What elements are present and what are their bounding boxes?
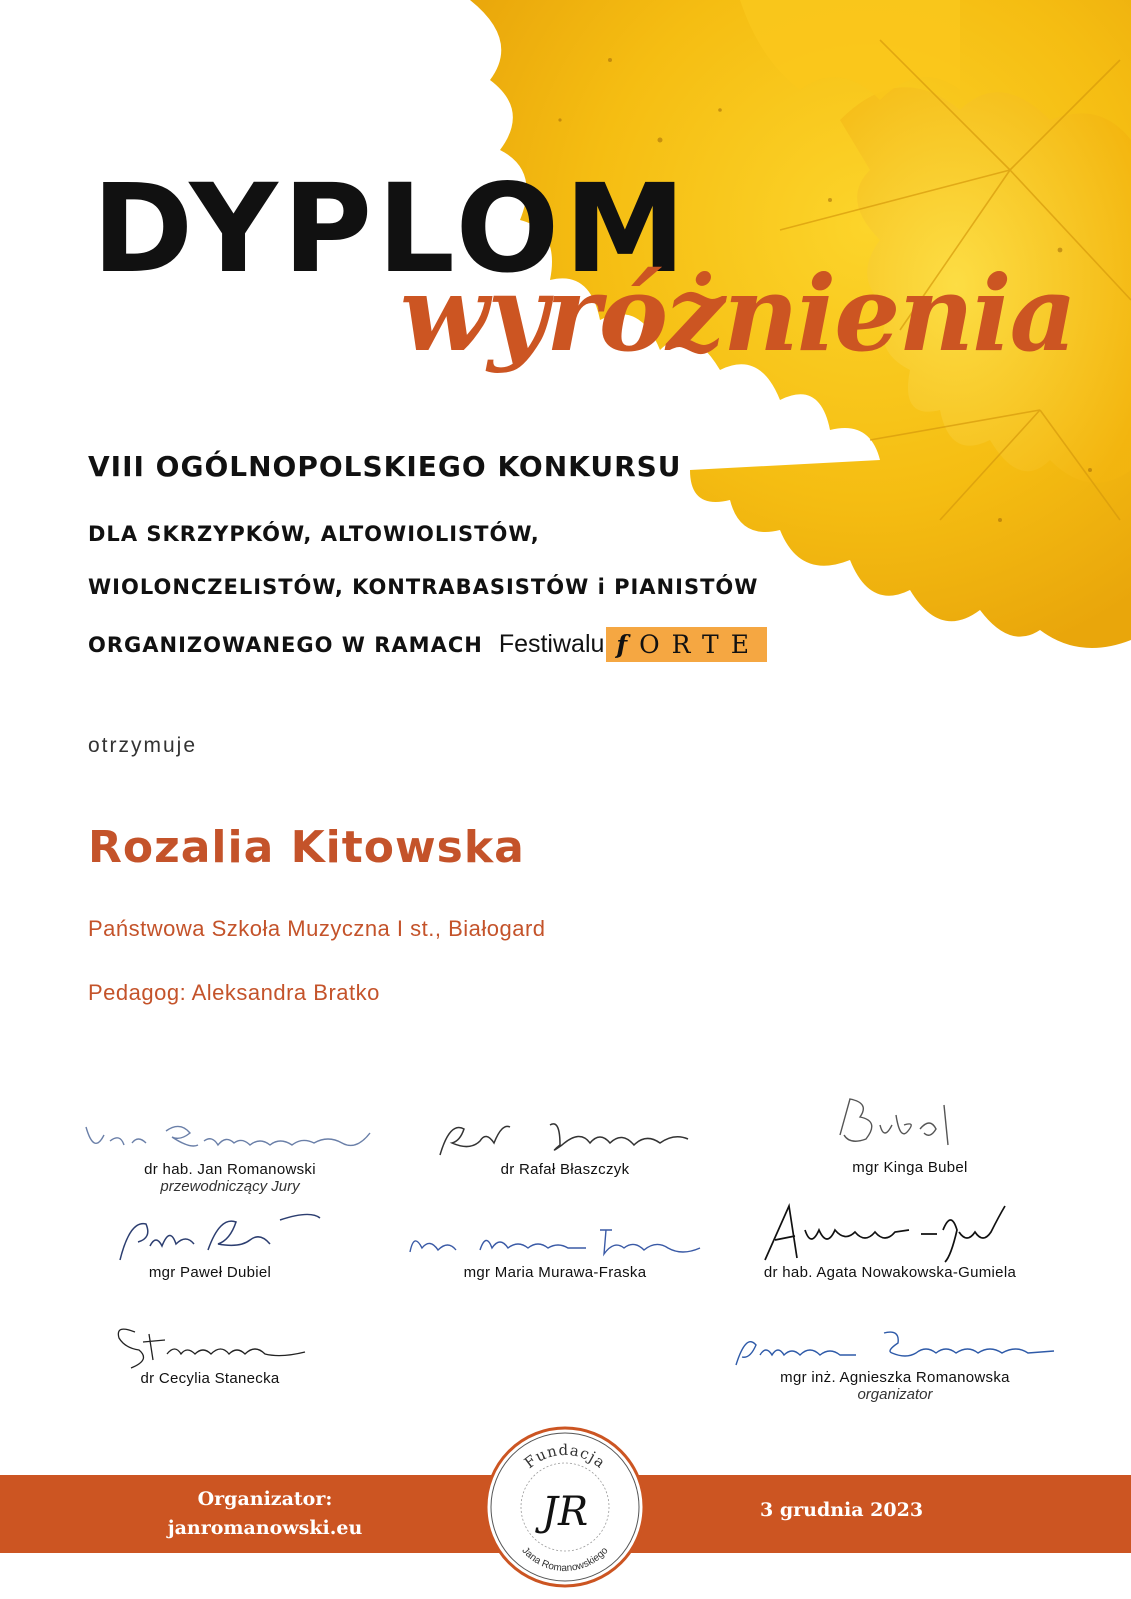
signatory-name: mgr Kinga Bubel bbox=[852, 1159, 968, 1176]
svg-text:Fundacja: Fundacja bbox=[520, 1440, 610, 1473]
competition-category-line-1: DLA SKRZYPKÓW, ALTOWIOLISTÓW, bbox=[88, 522, 540, 546]
competition-organized-line bbox=[88, 627, 767, 662]
foundation-seal-logo bbox=[483, 1425, 647, 1589]
organizer-website-link[interactable]: janromanowski.eu bbox=[167, 1517, 363, 1539]
handwritten-signature bbox=[105, 1318, 315, 1370]
signature-block-murawa-fraska bbox=[400, 1218, 710, 1281]
signature-block-blaszczyk bbox=[430, 1115, 700, 1178]
signature-block-organizer bbox=[730, 1325, 1060, 1403]
recipient-name: Rozalia Kitowska bbox=[88, 822, 525, 873]
signature-block-bubel bbox=[780, 1095, 1040, 1176]
svg-text:JR: JR bbox=[541, 1489, 589, 1535]
signatory-name: dr hab. Jan Romanowski bbox=[144, 1161, 316, 1178]
organizer-label: Organizator: bbox=[197, 1488, 333, 1510]
signatory-name: dr Rafał Błaszczyk bbox=[500, 1161, 630, 1178]
forte-logo-f: f bbox=[616, 630, 640, 659]
forte-logo-rest: ORTE bbox=[639, 630, 761, 659]
signatory-name: dr hab. Agata Nowakowska-Gumiela bbox=[763, 1264, 1017, 1281]
signatory-name: mgr inż. Agnieszka Romanowska bbox=[780, 1369, 1010, 1386]
organized-within-text: ORGANIZOWANEGO W RAMACH bbox=[88, 632, 483, 657]
signature-block-stanecka bbox=[105, 1318, 315, 1387]
diploma-subtitle: wyróżnienia bbox=[400, 252, 1075, 375]
handwritten-signature bbox=[780, 1095, 1040, 1159]
signature-block-dubiel bbox=[90, 1210, 330, 1281]
footer-organizer bbox=[150, 1485, 380, 1543]
receives-label: otrzymuje bbox=[88, 734, 198, 757]
signatory-role: przewodniczący Jury bbox=[160, 1178, 300, 1195]
handwritten-signature bbox=[730, 1325, 1060, 1369]
signature-block-nowakowska-gumiela bbox=[745, 1200, 1035, 1281]
signatory-role: organizator bbox=[857, 1386, 933, 1403]
forte-logo-badge bbox=[606, 627, 767, 662]
signatory-name: mgr Maria Murawa-Fraska bbox=[463, 1264, 647, 1281]
handwritten-signature bbox=[90, 1210, 330, 1264]
signatory-name: dr Cecylia Stanecka bbox=[140, 1370, 280, 1387]
recipient-school: Państwowa Szkoła Muzyczna I st., Białogard bbox=[88, 916, 546, 941]
svg-text:Jana Romanowskiego: Jana Romanowskiego bbox=[519, 1545, 611, 1575]
handwritten-signature bbox=[400, 1218, 710, 1264]
festival-word: Festiwalu bbox=[498, 630, 605, 658]
diploma-title: DYPLOM bbox=[92, 158, 691, 300]
handwritten-signature bbox=[745, 1200, 1035, 1264]
signature-block-jury-chair bbox=[80, 1115, 380, 1195]
diploma-date: 3 grudnia 2023 bbox=[760, 1499, 924, 1521]
handwritten-signature bbox=[430, 1115, 700, 1161]
competition-name-line: VIII OGÓLNOPOLSKIEGO KONKURSU bbox=[88, 450, 682, 483]
handwritten-signature bbox=[80, 1115, 380, 1161]
recipient-teacher: Pedagog: Aleksandra Bratko bbox=[88, 980, 380, 1005]
competition-category-line-2: WIOLONCZELISTÓW, KONTRABASISTÓW i PIANISTÓW bbox=[88, 575, 759, 599]
signatory-name: mgr Paweł Dubiel bbox=[148, 1264, 272, 1281]
